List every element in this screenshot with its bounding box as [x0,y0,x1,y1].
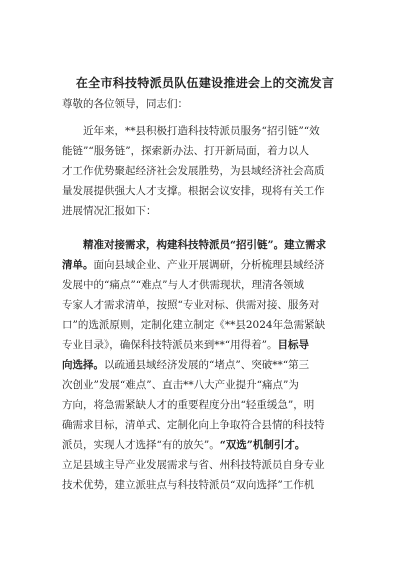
bold-text-run: 向选择。 [62,359,104,371]
text-run: 方向，将急需紧缺人才的重要程度分出“轻重缓急”，明 [62,399,315,411]
text-line [62,338,309,352]
text-line [62,204,157,218]
text-run: 次创业”发展“难点”、直击**八大产业提升“痛点”为 [62,379,299,391]
text-line [62,438,305,452]
text-line [62,398,314,412]
text-run: 发展中的“痛点”“难点”与人才供需现状，理清各领域 [62,279,304,291]
text-run: 进展情况汇报如下： [62,205,157,217]
document-title: 在全市科技特派员队伍建设推进会上的交流发言 [75,76,335,90]
bold-text-run: 精准对接需求，构建科技特派员“招引链”。建立需求 [62,239,327,251]
text-run: 技术优势，建立派驻点与科技特派员“双向选择”工作机 [62,479,315,491]
text-line [62,298,319,312]
text-line [62,278,304,292]
text-line [62,458,325,472]
text-line [62,184,325,198]
text-run: 面向县域企业、产业开展调研，分析梳理县域经济 [93,259,325,271]
text-line [62,358,309,372]
text-line [62,238,326,252]
text-run: 能链”“服务链”，探索新办法、打开新局面，着力以人 [62,145,310,157]
text-line [62,318,325,332]
text-run: 派员，实现人才选择“有的放矢”。 [62,439,220,451]
text-run: 近年来，**县积极打造科技特派员服务“招引链”“效 [62,125,320,137]
text-line [62,144,309,158]
bold-text-run: “双选”机制引才。 [219,439,306,451]
salutation: 尊敬的各位领导，同志们： [62,98,188,110]
text-line [62,378,299,392]
text-run: 口”的选派原则，定制化建立制定《**县2024年急需紧缺 [62,319,326,331]
text-line [62,164,325,178]
text-run: 以疏通县域经济发展的“堵点”、突破**“第三 [104,359,310,371]
text-line [62,418,325,432]
bold-text-run: 目标导 [277,339,309,351]
text-line [62,258,325,272]
text-line [62,478,314,492]
text-run: 专家人才需求清单，按照“专业对标、供需对接、服务对 [62,299,320,311]
text-run: 专业目录》，确保科技特派员来到**“用得着”。 [62,339,278,351]
bold-text-run: 清单。 [62,259,94,271]
text-run: 量发展提供强大人才支撑。根据会议安排，现将有关工作 [62,185,325,197]
text-line [62,124,320,138]
text-run: 确需求目标，清单式、定制化向上争取符合县情的科技特 [62,419,325,431]
text-run: 立足县域主导产业发展需求与省、州科技特派员自身专业 [62,459,325,471]
text-run: 才工作优势聚起经济社会发展胜势，为县域经济社会高质 [62,165,325,177]
